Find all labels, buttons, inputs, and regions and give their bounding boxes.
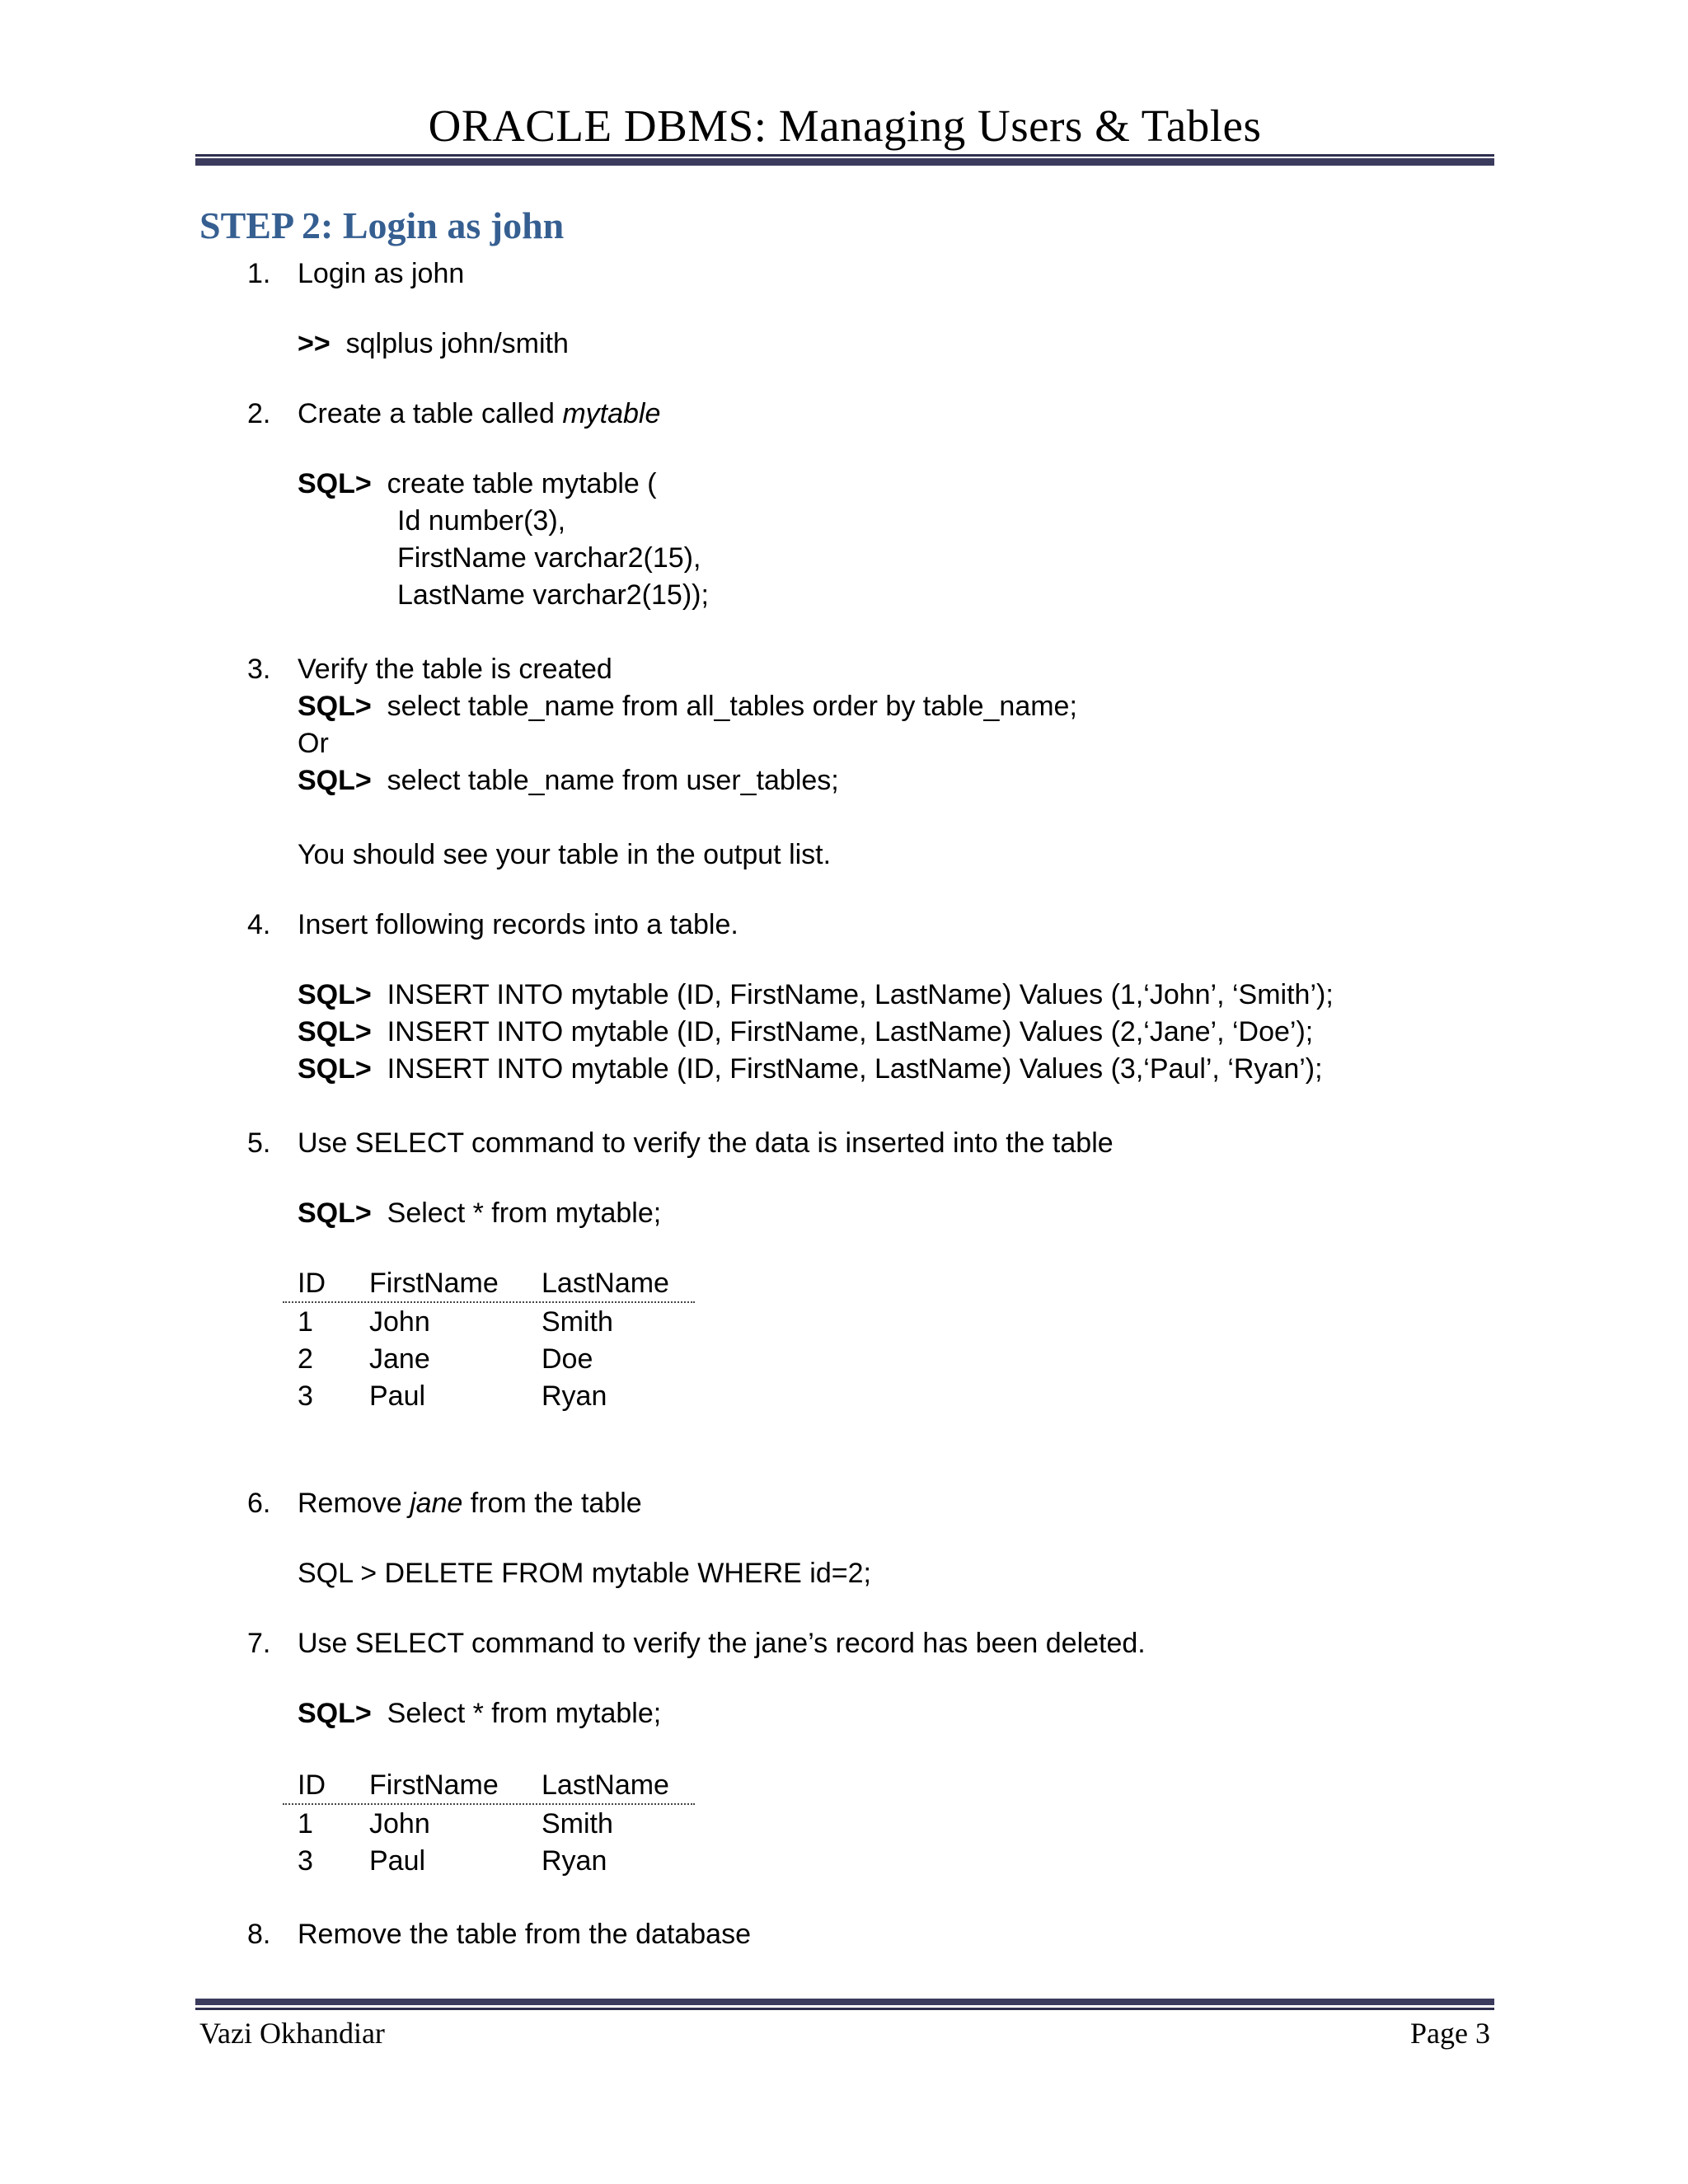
footer-page-number: Page 3 bbox=[1410, 2017, 1490, 2050]
item-text: Insert following records into a table. bbox=[298, 909, 738, 940]
sql-prompt: SQL> bbox=[298, 1016, 372, 1047]
item-text-emphasis: mytable bbox=[562, 398, 661, 429]
command-text: select table_name from all_tables order by table_name; bbox=[387, 691, 1077, 722]
sql-prompt: SQL> bbox=[298, 765, 372, 796]
page-header-title: ORACLE DBMS: Managing Users & Tables bbox=[428, 101, 1262, 151]
table-cell: Ryan bbox=[542, 1845, 607, 1877]
table-cell: 1 bbox=[298, 1306, 313, 1338]
command-text: select table_name from user_tables; bbox=[387, 765, 839, 796]
item-number: 2. bbox=[247, 398, 271, 429]
command-continuation: Id number(3), bbox=[397, 505, 566, 537]
sql-prompt: SQL> bbox=[298, 1197, 372, 1229]
header-rule-thin bbox=[195, 154, 1494, 157]
item-number: 4. bbox=[247, 909, 271, 940]
footer-rule-thin bbox=[195, 2008, 1494, 2010]
step-heading: STEP 2: Login as john bbox=[199, 204, 565, 246]
sql-prompt: SQL> bbox=[298, 1698, 372, 1729]
item-number: 1. bbox=[247, 258, 271, 289]
shell-prompt: >> bbox=[298, 328, 331, 359]
or-text: Or bbox=[298, 728, 329, 759]
table-header-lastname: LastName bbox=[542, 1268, 669, 1299]
sql-prompt: SQL> bbox=[298, 1053, 372, 1085]
item-text bbox=[298, 1485, 642, 1521]
command-line: SQL > DELETE FROM mytable WHERE id=2; bbox=[298, 1558, 871, 1589]
command-text: sqlplus john/smith bbox=[345, 328, 569, 359]
command-line bbox=[298, 326, 569, 362]
table-cell: Paul bbox=[369, 1845, 426, 1877]
command-text: INSERT INTO mytable (ID, FirstName, LastName) Values (2,‘Jane’, ‘Doe’); bbox=[387, 1016, 1314, 1047]
item-number: 6. bbox=[247, 1488, 271, 1519]
item-text-part: Create a table called bbox=[298, 398, 563, 429]
table-cell: 1 bbox=[298, 1808, 313, 1840]
table-header-id: ID bbox=[298, 1268, 326, 1299]
item-text: Login as john bbox=[298, 258, 465, 289]
table-cell: 2 bbox=[298, 1343, 313, 1375]
command-text: Select * from mytable; bbox=[387, 1197, 662, 1229]
item-text-part: from the table bbox=[462, 1488, 642, 1519]
command-line bbox=[298, 762, 839, 799]
table-header-id: ID bbox=[298, 1769, 326, 1801]
table-cell: Ryan bbox=[542, 1380, 607, 1412]
command-line bbox=[298, 1051, 1323, 1087]
item-text-emphasis: jane bbox=[410, 1488, 463, 1519]
sql-prompt: SQL> bbox=[298, 979, 372, 1010]
command-text: create table mytable ( bbox=[387, 468, 657, 499]
header-rule-thick bbox=[195, 158, 1494, 166]
item-text: Verify the table is created bbox=[298, 654, 612, 685]
table-header-divider bbox=[283, 1803, 695, 1805]
table-header-lastname: LastName bbox=[542, 1769, 669, 1801]
command-line bbox=[298, 1014, 1313, 1050]
item-text bbox=[298, 396, 660, 432]
command-line bbox=[298, 977, 1334, 1013]
command-continuation: FirstName varchar2(15), bbox=[397, 542, 701, 574]
command-line bbox=[298, 1695, 661, 1732]
table-header-firstname: FirstName bbox=[369, 1268, 499, 1299]
command-text: INSERT INTO mytable (ID, FirstName, LastName) Values (3,‘Paul’, ‘Ryan’); bbox=[387, 1053, 1323, 1085]
table-cell: 3 bbox=[298, 1380, 313, 1412]
item-number: 5. bbox=[247, 1127, 271, 1159]
item-number: 7. bbox=[247, 1628, 271, 1659]
command-line bbox=[298, 688, 1077, 724]
item-text: Use SELECT command to verify the data is inserted into the table bbox=[298, 1127, 1114, 1159]
item-number: 8. bbox=[247, 1919, 271, 1950]
table-cell: John bbox=[369, 1808, 430, 1840]
table-cell: Doe bbox=[542, 1343, 593, 1375]
command-line bbox=[298, 466, 657, 502]
table-cell: Paul bbox=[369, 1380, 426, 1412]
footer-author: Vazi Okhandiar bbox=[199, 2017, 385, 2050]
command-continuation: LastName varchar2(15)); bbox=[397, 579, 709, 611]
sql-prompt: SQL> bbox=[298, 691, 372, 722]
table-header-divider bbox=[283, 1301, 695, 1303]
table-cell: John bbox=[369, 1306, 430, 1338]
table-header-firstname: FirstName bbox=[369, 1769, 499, 1801]
command-text: Select * from mytable; bbox=[387, 1698, 662, 1729]
item-text-part: Remove bbox=[298, 1488, 410, 1519]
table-cell: Smith bbox=[542, 1808, 613, 1840]
command-line bbox=[298, 1195, 661, 1231]
item-text: Use SELECT command to verify the jane’s record has been deleted. bbox=[298, 1628, 1146, 1659]
sql-prompt: SQL> bbox=[298, 468, 372, 499]
item-text: Remove the table from the database bbox=[298, 1919, 751, 1950]
table-cell: Smith bbox=[542, 1306, 613, 1338]
table-cell: Jane bbox=[369, 1343, 430, 1375]
footer-rule-thick bbox=[195, 1999, 1494, 2005]
command-text: INSERT INTO mytable (ID, FirstName, LastName) Values (1,‘John’, ‘Smith’); bbox=[387, 979, 1334, 1010]
item-number: 3. bbox=[247, 654, 271, 685]
table-cell: 3 bbox=[298, 1845, 313, 1877]
note-text: You should see your table in the output list. bbox=[298, 839, 832, 870]
